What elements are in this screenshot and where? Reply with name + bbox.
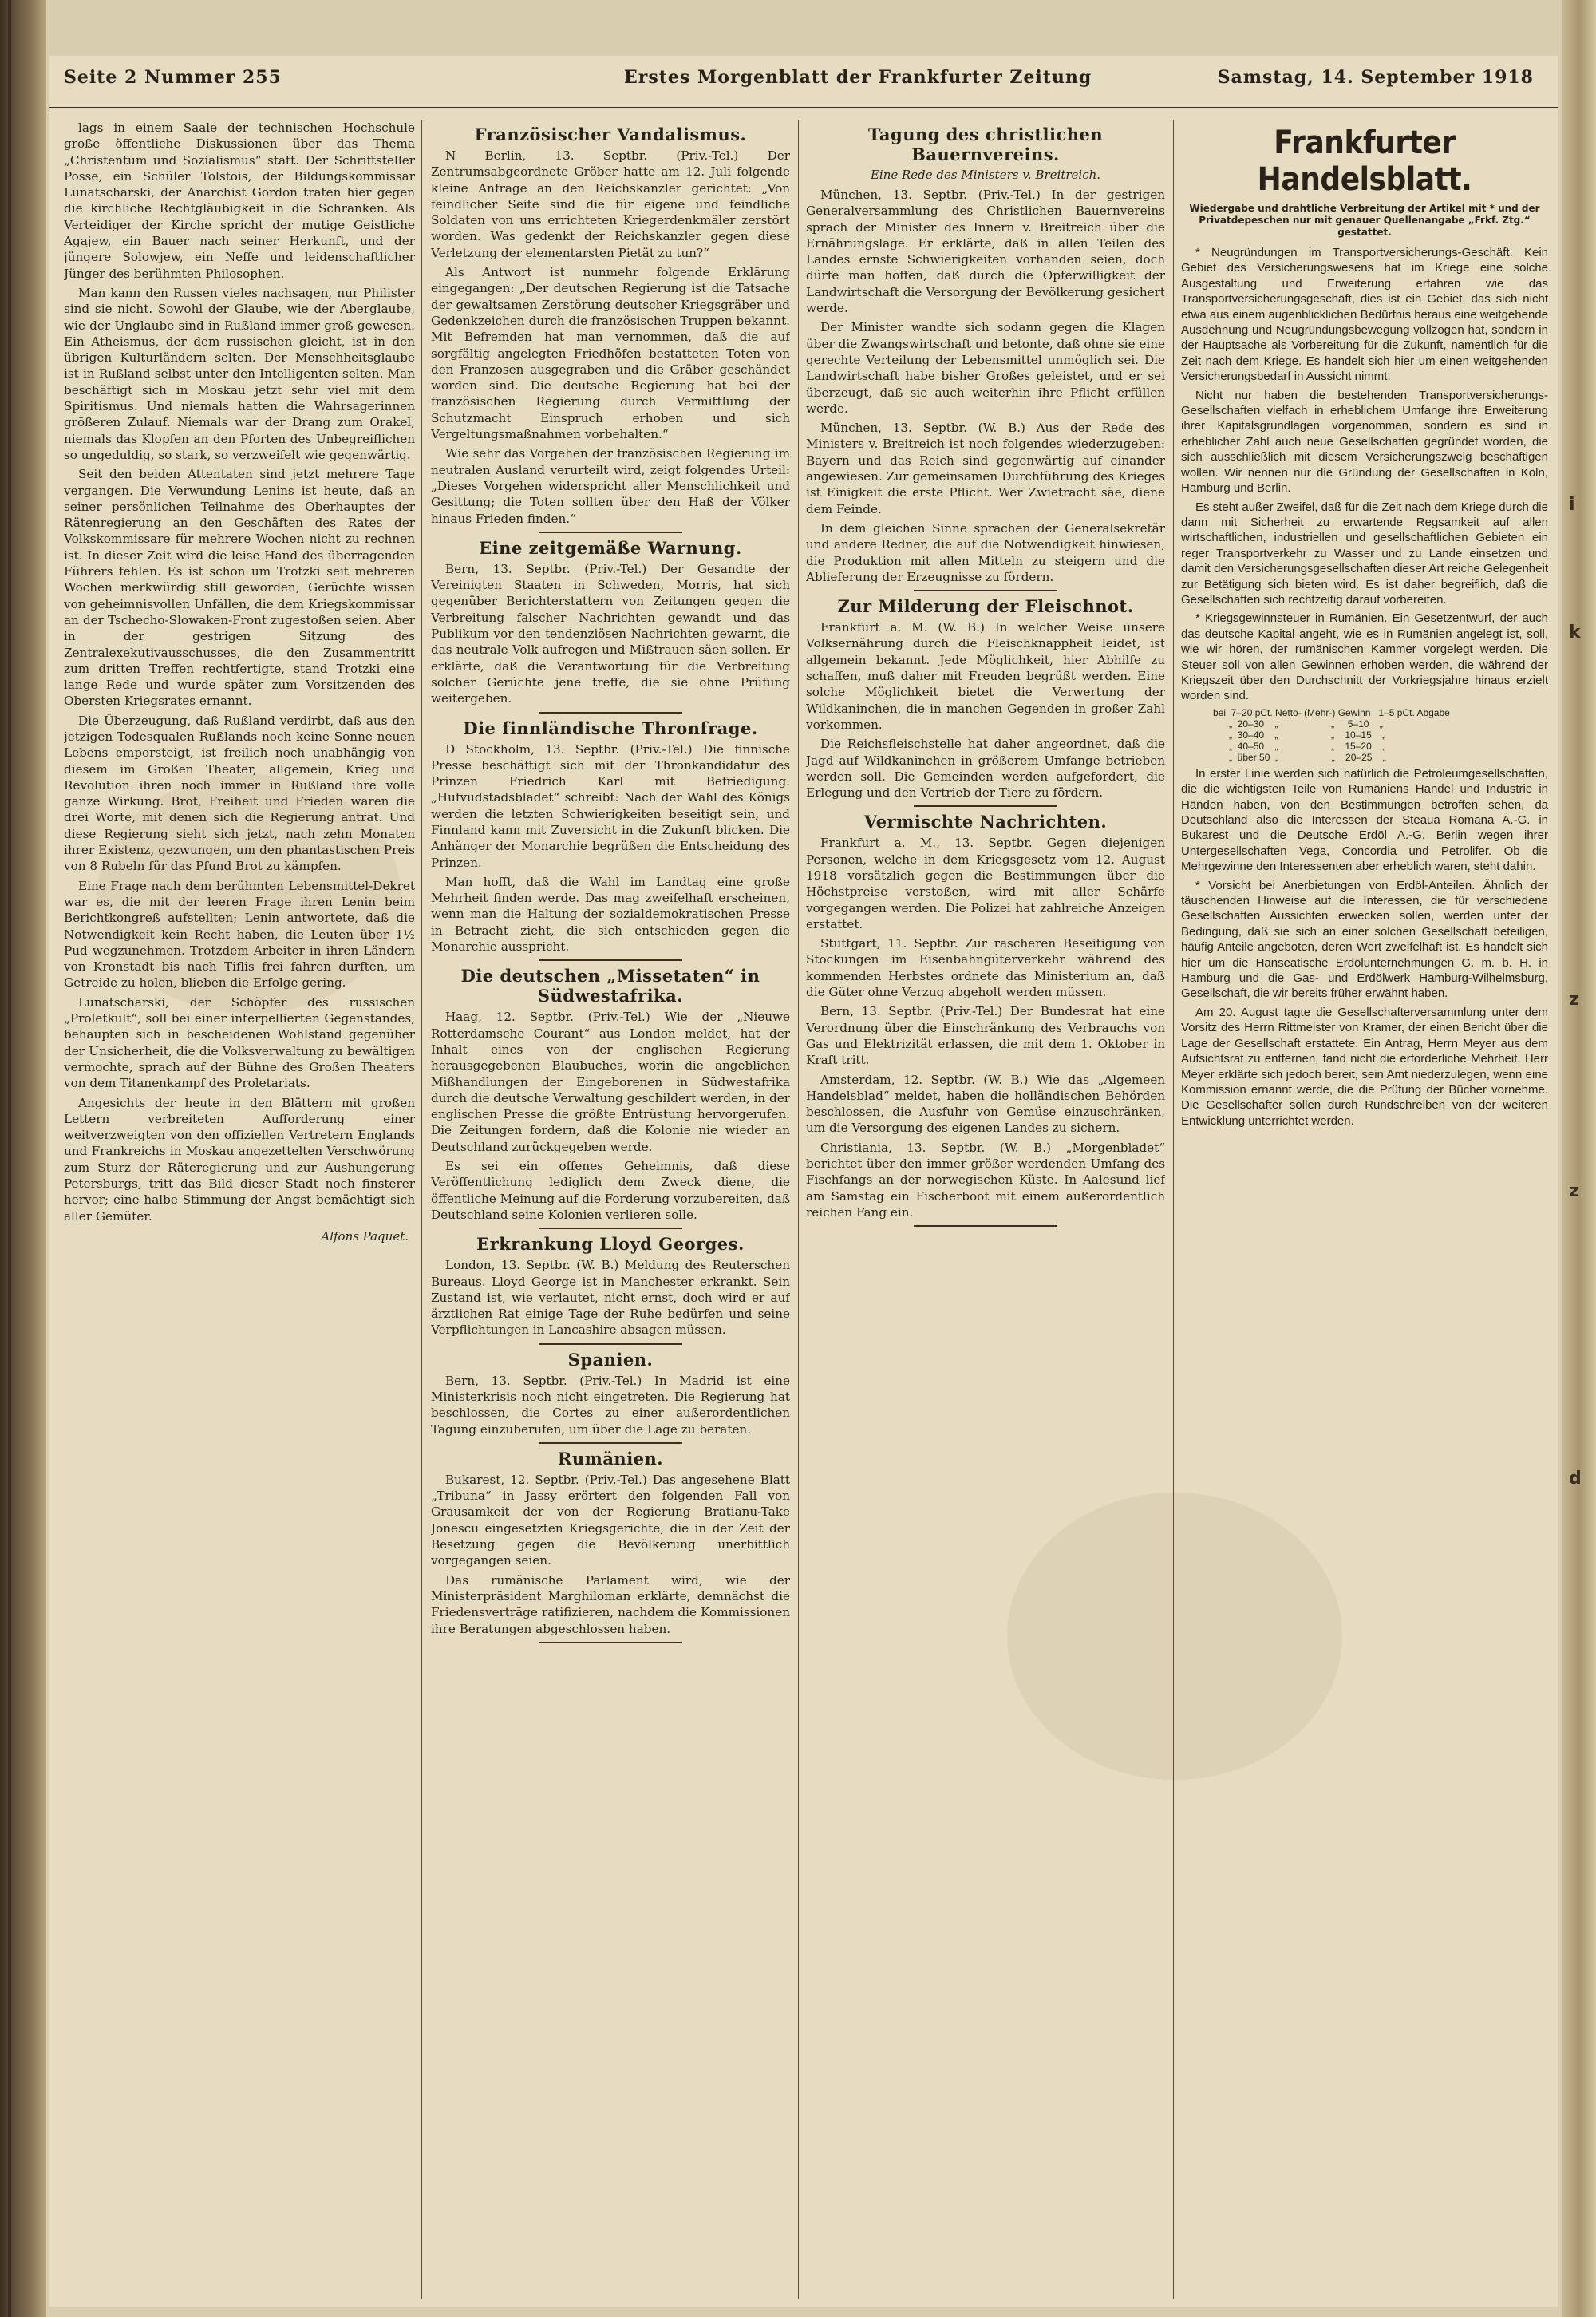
newspaper-title: Erstes Morgenblatt der Frankfurter Zeitung xyxy=(624,67,1092,88)
edge-letter: d xyxy=(1569,1469,1582,1489)
section-divider xyxy=(914,590,1057,591)
section-subhead: Eine Rede des Ministers v. Breitreich. xyxy=(870,168,1101,182)
paragraph: Die Überzeugung, daß Rußland verdirbt, daß aus den jetzigen Todesqualen Rußlands noch keine Sonne neuen Lebens emporsteigt, ist freilich noch unabhängig von diesem im Großen Theater, allgemein, Krieg und Revolution ihren noch immer in Rußland ihre volle ganze Wirkung. Brot, Freiheit und Frieden waren die drei Worte, mit denen sich die Regierung antrat. Und diese Regierung sieht sich jetzt, nach zehn Monaten ihrer Existenz, gezwungen, um den phantastischen Preis von 8 Rubeln für das Pfund Brot zu kämpfen. xyxy=(64,713,415,874)
paragraph: Die Reichsfleischstelle hat daher angeordnet, daß die Jagd auf Wildkaninchen in größerem Umfange betrieben werden soll. Die Gemeinden werden aufgefordert, die Erlegung und den Vertrieb der Tiere zu fördern. xyxy=(806,737,1165,801)
paragraph: Nicht nur haben die bestehenden Transportversicherungs-Gesellschaften vielfach in erheblichem Umfange ihre Erweiterung ihrer Kapitalsgrundlagen vorgenommen, sondern es sind in erheblicher Zahl auch neue Gesellschaften gegründet worden, die sich ausschließlich mit diesem Versicherungszweig beschäftigen wollen. Wir nennen nur die Gründung der Gesellschaften in Köln, Hamburg und Berlin. xyxy=(1181,388,1548,496)
edge-letter: k xyxy=(1569,623,1581,643)
paragraph: Man kann den Russen vieles nachsagen, nur Philister sind sie nicht. Sowohl der Glaube, wie der Aberglaube, wie der Unglaube sind in Rußland immer groß gewesen. Ein Atheismus, der dem russischen gleicht, ist in den übrigen Kulturländern selten. Der Menschheitsglaube ist in Rußland selbst unter den Intelligenten selten. Man beschäftigt sich in Moskau jetzt sehr viel mit dem Spiritismus. Und niemals hatten die Wahrsagerinnen größeren Zulauf. Niemals war der Drang zum Orakel, niemals das Klopfen an den Pforten des Unbegreiflichen so ungeduldig, so stark, so verzweifelt wie gegenwärtig. xyxy=(64,285,415,462)
paragraph: * Neugründungen im Transportversicherungs-Geschäft. Kein Gebiet des Versicherungswesens hat im Kriege eine solche Ausgestaltung und Erweiterung erfahren wie das Transportversicherungsgeschäft, dies ist ein Gebiet, das sich nicht etwa aus einem augenblicklichen Bedürfnis heraus eine weitgehende Ausdehnung und Neugründungsbewegung vollzogen hat, sondern in der Hauptsache als Vorbereitung für die Zukunft, namentlich für die Zeit nach dem Kriege. Es handelt sich hier um einen weitgehenden Versicherungsbedarf in Aussicht nimmt. xyxy=(1181,246,1548,384)
section-divider xyxy=(539,1442,682,1444)
paragraph: London, 13. Septbr. (W. B.) Meldung des Reuterschen Bureaus. Lloyd George ist in Manchester erkrankt. Sein Zustand ist, wie verlautet, nicht ernst, doch wird er auf ärztlichen Rat einige Tage der Ruhe bedürfen und seine Verpflichtungen in Lancashire absagen müssen. xyxy=(431,1258,790,1338)
section-title-handelsblatt: Frankfurter Handelsblatt. xyxy=(1257,125,1472,198)
paragraph: Als Antwort ist nunmehr folgende Erklärung eingegangen: „Der deutschen Regierung ist die Tatsache der gewaltsamen Zerstörung deutscher Kriegsgräber und Gedenkzeichen durch die französischen Truppen bekannt. Mit Befremden hat man vernommen, daß die auf sorgfältig angelegten Friedhöfen bestatteten Toten von den Franzosen ausgegraben und die Gräber geschändet worden sind. Die deutsche Regierung hat bei der französischen Regierung durch Vermittlung der Schutzmacht Einspruch erhoben und sich Vergeltungsmaßnahmen vorbehalten.“ xyxy=(431,265,790,442)
tax-rate-row: „ 40–50 „ „ 15–20 „ xyxy=(1213,740,1386,752)
edge-letter: z xyxy=(1569,1181,1579,1201)
section-headline: Rumänien. xyxy=(557,1448,664,1469)
paragraph: Das rumänische Parlament wird, wie der Ministerpräsident Marghiloman erklärte, demnächst die Friedensverträge ratifizieren, nachdem die Kommissionen ihre Beratungen abgeschlossen haben. xyxy=(431,1572,790,1636)
column-3-news xyxy=(806,120,1165,2299)
paragraph: Es steht außer Zweifel, daß für die Zeit nach dem Kriege durch die dann mit Sicherheit zu erwartende Regsamkeit auf allen wirtschaftlichen, industriellen und gesellschaftlichen Gebieten ein reger Transportverkehr zu Wasser und zu Lande einsetzen und damit den Versicherungsgesellschaften dieser Art reiche Gelegenheit zur Betätigung sich bieten wird. Es ist daher begreiflich, daß die Gesellschaften sich rechtzeitig darauf vorbereiten. xyxy=(1181,500,1548,607)
section-divider xyxy=(914,1225,1057,1227)
paragraph: Stuttgart, 11. Septbr. Zur rascheren Beseitigung von Stockungen im Eisenbahngüterverkehr während des kommenden Herbstes ordnete das Ministerium an, daß die Güter ohne Verzug abgeholt werden müssen. xyxy=(806,936,1165,1000)
paragraph: Man hofft, daß die Wahl im Landtag eine große Mehrheit finden werde. Das mag zweifelhaft erscheinen, wenn man die Haltung der sozialdemokratischen Presse in Betracht zieht, die sich entschieden gegen die Monarchie ausspricht. xyxy=(431,874,790,955)
paragraph: Bern, 13. Septbr. (Priv.-Tel.) Der Bundesrat hat eine Verordnung über die Einschränkung des Verbrauchs von Gas und Elektrizität erlassen, die mit dem 1. Oktober in Kraft tritt. xyxy=(806,1004,1165,1068)
section-headline: Die deutschen „Missetaten“ in Südwestafrika. xyxy=(460,966,760,1006)
section-divider xyxy=(539,1642,682,1643)
binding-stripe xyxy=(8,0,11,2317)
tax-rate-row: bei 7–20 pCt. Netto- (Mehr-) Gewinn 1–5 pCt. Abgabe xyxy=(1213,706,1450,718)
news-section xyxy=(431,125,790,533)
news-section xyxy=(431,1350,790,1444)
section-divider xyxy=(539,959,682,961)
paragraph: München, 13. Septbr. (Priv.-Tel.) In der gestrigen Generalversammlung des Christlichen Bauernvereins sprach der Minister des Innern v. Breitreich über die Ernährungslage. Er erklärte, daß in allen Teilen des Landes ernste Schwierigkeiten vorhanden seien, doch dürfe man hoffen, daß durch die Opferwilligkeit der Landwirtschaft die Versorgung der Bevölkerung gesichert werde. xyxy=(806,188,1165,316)
paragraph: In dem gleichen Sinne sprachen der Generalsekretär und andere Redner, die auf die Notwendigkeit hinwiesen, die Produktion mit allen Mitteln zu steigern und die Ablieferung der Erzeugnisse zu fördern. xyxy=(806,520,1165,584)
section-divider xyxy=(539,712,682,714)
tax-rate-row: „ 30–40 „ „ 10–15 „ xyxy=(1213,729,1386,741)
paragraph: Am 20. August tagte die Gesellschafterversammlung unter dem Vorsitz des Herrn Rittmeister von Kramer, der einen Bericht über die Lage der Gesellschaft erstattete. Ein Antrag, Herrn Meyer aus dem Aufsichtsrat zu entfernen, fand nicht die erforderliche Mehrheit. Herr Meyer erklärte sich jedoch bereit, sein Amt niederzulegen, wenn eine Kommission ernannt werde, die die Prüfung der Bücher vornehme. Die Gesellschafter sollen durch Rundschreiben von der weiteren Entwicklung unterrichtet werden. xyxy=(1181,1005,1548,1128)
section-divider xyxy=(539,1343,682,1345)
section-headline: Die finnländische Thronfrage. xyxy=(463,718,758,738)
column-rule xyxy=(798,120,799,2299)
news-section xyxy=(431,966,790,1229)
author-signature: Alfons Paquet. xyxy=(321,1228,409,1244)
paragraph: Christiania, 13. Septbr. (W. B.) „Morgenbladet“ berichtet über den immer größer werdenden Umfang des Fischfangs an der norwegischen Küste. In Aalesund lief am Samstag ein Fischerboot mit einem außerordentlich reichen Fang ein. xyxy=(806,1140,1165,1220)
paragraph: Lunatscharski, der Schöpfer des russischen „Proletkult“, soll bei einer interpellierten Gegenstandes, behaupten sich in bescheidenen Wohlstand gegenüber der Unsicherheit, die die Volksverwaltung zu bewältigen vermochte, sprach auf der Bühne des Großen Theaters von dem Titanenkampf des Proletariats. xyxy=(64,994,415,1091)
article-body xyxy=(1181,245,1548,1129)
paragraph: Angesichts der heute in den Blättern mit großen Lettern verbreiteten Aufforderung einer weitverzweigten von den offiziellen Vertretern Englands und Frankreichs in Moskau angezettelten Verschwörung zum Sturz der Räteregierung und zur Aushungerung Petersburgs, tritt das Bild dieser Stadt noch finsterer hervor; eine halbe Stimmung der Angst bemächtigt sich aller Gemüter. xyxy=(64,1095,415,1224)
section-headline: Tagung des christlichen Bauernvereins. xyxy=(867,125,1104,164)
section-headline: Eine zeitgemäße Warnung. xyxy=(479,537,742,558)
tax-rate-table xyxy=(1213,707,1548,763)
section-headline: Erkrankung Lloyd Georges. xyxy=(476,1234,745,1255)
paragraph: Wie sehr das Vorgehen der französischen Regierung im neutralen Ausland verurteilt wird, zeigt folgendes Urteil: „Dieses Vorgehen widerspricht aller Menschlichkeit und Gesittung; die Toten sollten über den Haß der Völker hinaus Frieden finden.“ xyxy=(431,446,790,526)
masthead xyxy=(49,56,1558,109)
tax-rate-row: „ 20–30 „ „ 5–10 „ xyxy=(1213,718,1383,729)
section-divider xyxy=(539,532,682,533)
paragraph: Eine Frage nach dem berühmten Lebensmittel-Dekret war es, die mit der leeren Frage ihren Lenin beim Berichtkongreß aufstellten; Lenin antwortete, daß die Notwendigkeit kein Recht haben, die Leuten über 1½ Pud wegzunehmen. Trotzdem Arbeiter in ihren Ländern von Kronstadt bis nach Tiflis frei fahren durften, um Getreide zu holen, blieben die Erfolge gering. xyxy=(64,878,415,990)
paragraph: Haag, 12. Septbr. (Priv.-Tel.) Wie der „Nieuwe Rotterdamsche Courant“ aus London meldet, hat der Inhalt eines von der englischen Regierung herausgegebenen Blaubuches, worin die angeblichen Mißhandlungen der Eingeborenen in Südwestafrika durch die deutsche Verwaltung geschildert werden, in der englischen Presse die größte Entrüstung hervorgerufen. Die Zeitungen fordern, daß die Kolonie nie wieder an Deutschland zurückgegeben werde. xyxy=(431,1010,790,1154)
news-section xyxy=(431,538,790,714)
paragraph: Es sei ein offenes Geheimnis, daß diese Veröffentlichung lediglich dem Zweck diene, die öffentliche Meinung auf die Forderung vorzubereiten, daß Deutschland seine Kolonien verlieren solle. xyxy=(431,1159,790,1222)
paragraph: Der Minister wandte sich sodann gegen die Klagen über die Zwangswirtschaft und betonte, daß ohne sie eine gerechte Verteilung der Lebensmittel unmöglich sei. Die Landwirtschaft habe bisher Großes geleistet, und er sei überzeugt, daß sie auch weiterhin ihre Pflicht erfüllen werde. xyxy=(806,320,1165,416)
paragraph: Bukarest, 12. Septbr. (Priv.-Tel.) Das angesehene Blatt „Tribuna“ in Jassy erörtert den folgenden Fall von Grausamkeit der von der Regierung Bratianu-Take Jonescu eingesetzten Kriegsgerichte, die in der Zeit der Besetzung gegen die Bevölkerung unerbittlich vorgegangen seien. xyxy=(431,1472,790,1568)
edge-letter: z xyxy=(1569,990,1579,1010)
article-body xyxy=(64,120,415,1224)
section-divider xyxy=(539,1228,682,1229)
news-section xyxy=(431,1449,790,1643)
paragraph: Frankfurt a. M., 13. Septbr. Gegen diejenigen Personen, welche in dem Kriegsgesetz vom 12. August 1918 vorsätzlich gegen die Bestimmungen über die Höchstpreise verstoßen, wird mit aller Schärfe vorgegangen werden. Die Polizei hat zahlreiche Anzeigen erstattet. xyxy=(806,836,1165,931)
paragraph: Amsterdam, 12. Septbr. (W. B.) Wie das „Algemeen Handelsblad“ meldet, haben die holländischen Behörden beschlossen, die Ausfuhr von Gemüse einzuschränken, um die Versorgung des eigenen Landes zu sichern. xyxy=(806,1072,1165,1136)
paragraph: München, 13. Septbr. (W. B.) Aus der Rede des Ministers v. Breitreich ist noch folgendes wiederzugeben: Bayern und das Reich sind gegenwärtig auf einander angewiesen. Zur gemeinsamen Durchführung des Krieges ist Einigkeit die erste Pflicht. Wer Zwietracht säe, diene dem Feinde. xyxy=(806,421,1165,516)
tax-rate-row: „ über 50 „ „ 20–25 „ xyxy=(1213,751,1386,763)
section-headline: Vermischte Nachrichten. xyxy=(863,812,1108,832)
news-section xyxy=(806,125,1165,591)
paragraph: Bern, 13. Septbr. (Priv.-Tel.) In Madrid ist eine Ministerkrisis noch nicht eingetreten. Die Regierung hat beschlossen, die Cortes zu einer außerordentlichen Tagung einzuberufen, um über die Lage zu beraten. xyxy=(431,1373,790,1437)
news-section xyxy=(431,1234,790,1344)
edge-letter: i xyxy=(1569,495,1575,515)
paragraph: N Berlin, 13. Septbr. (Priv.-Tel.) Der Zentrumsabgeordnete Gröber hatte am 12. Juli folgende kleine Anfrage an den Reichskanzler gerichtet: „Von feindlicher Seite sind die für eigene und feindliche Soldaten von uns errichteten Kriegerdenkmäler zerstört worden. Was gedenkt der Reichskanzler gegen diese Verletzung der elementarsten Pietät zu tun?“ xyxy=(431,148,790,260)
section-headline: Spanien. xyxy=(567,1349,654,1370)
column-4-handelsblatt xyxy=(1181,120,1548,2299)
paragraph: * Vorsicht bei Anerbietungen von Erdöl-Anteilen. Ähnlich der täuschenden Hinweise auf die Interessen, die für verschiedene Gesellschaften Aussichten erwecken sollen, werden unter der Bedingung, daß sie sich an einer solchen Gesellschaft beteiligen, häufig Anteile angeboten, deren Wert zweifelhaft ist. Es handelt sich hier um die Hanseatische Erdölunternehmungen G. m. b. H. in Hamburg und die Gas- und Erdölwerk Hamburg-Wilhelmsburg, Gesellschaft, die wir bereits früher erwähnt haben. xyxy=(1181,878,1548,1001)
paragraph: Frankfurt a. M. (W. B.) In welcher Weise unsere Volksernährung durch die Fleischknappheit leidet, ist allgemein bekannt. Jede Möglichkeit, hier Abhilfe zu schaffen, muß daher mit Freuden begrüßt werden. Eine solche Möglichkeit bietet die Verwertung der Wildkaninchen, die in manchen Gegenden in großer Zahl vorkommen. xyxy=(806,620,1165,732)
paragraph: Seit den beiden Attentaten sind jetzt mehrere Tage vergangen. Die Verwundung Lenins ist heute, daß an seiner persönlichen Teilnahme des Oberhauptes der Rätenregierung an den Geschäften des Rates der Volkskommissare für mehrere Wochen nicht zu rechnen ist. In dieser Zeit wird die leise Hand des überragenden Führers fehlen. Es ist schon um Trotzki seit mehreren Wochen merkwürdig still geworden; Gerüchte wissen von geheimnisvollen Unfällen, die dem Kriegskommissar an der Tschecho-Slowaken-Front zugestoßen seien. Aber in der gestrigen Sitzung des Zentralexekutivausschusses, die den Zusammentritt zum dritten Treffen rechtfertigte, stand Trotzki eine lange Rede und wurde später zum Vorsitzenden des Obersten Kriegsrates ernannt. xyxy=(64,467,415,709)
paragraph: In erster Linie werden sich natürlich die Petroleumgesellschaften, die die wichtigsten Teile von Rumäniens Handel und Industrie in Händen haben, von den Bestimmungen betroffen sehen, da Deutschland also die Interessen der Steaua Romana A.-G. in Bukarest und die Deutsche Erdöl A.-G. Berlin wegen ihrer Untergesellschaften Vega, Concordia und Petrolifer. Ob die Mehrgewinne den Interessenten aber erheblich waren, steht dahin. xyxy=(1181,766,1548,874)
column-rule xyxy=(1173,120,1174,2299)
paragraph: Bern, 13. Septbr. (Priv.-Tel.) Der Gesandte der Vereinigten Staaten in Schweden, Morris, hat sich gegenüber Berichterstattern von Zeitungen gegen die Verbreitung falscher Nachrichten gewandt und das Publikum vor den tendenziösen Nachrichten gewarnt, die das neutrale Volk aufregen und Mißtrauen säen sollen. Er erklärte, daß die Verantwortung für die Verbreitung solcher Gerüchte jene treffe, die sie ohne Prüfung weitergeben. xyxy=(431,561,790,706)
paragraph: * Kriegsgewinnsteuer in Rumänien. Ein Gesetzentwurf, der auch das deutsche Kapital angeht, wie es in Rumänien angelegt ist, soll, wie wir hören, der rumänischen Kammer vorgelegt werden. Die Steuer soll von allen Gewinnen erhoben werden, die während der Kriegszeit über den Durchschnitt der Vorkriegsjahre hinaus erzielt worden sind. xyxy=(1181,611,1548,703)
news-section xyxy=(806,596,1165,807)
page-edge-strip xyxy=(1562,0,1596,2317)
section-headline: Zur Milderung der Fleischnot. xyxy=(837,596,1134,617)
reprint-notice: Wiedergabe und drahtliche Verbreitung der Artikel mit * und der Privatdepeschen nur mit genauer Quellenangabe „Frkf. Ztg.“ gestattet. xyxy=(1189,203,1540,238)
page-number: Seite 2 Nummer 255 xyxy=(64,67,282,88)
column-1-feuilleton xyxy=(64,120,415,2299)
section-headline: Französischer Vandalismus. xyxy=(474,125,747,144)
column-rule xyxy=(421,120,422,2299)
issue-date: Samstag, 14. September 1918 xyxy=(1217,67,1534,88)
section-divider xyxy=(914,805,1057,807)
book-binding xyxy=(0,0,46,2317)
newspaper-page xyxy=(49,56,1558,2307)
paragraph: D Stockholm, 13. Septbr. (Priv.-Tel.) Die finnische Presse beschäftigt sich mit der Thronkandidatur des Prinzen Friedrich Karl mit Befriedigung. „Hufvudstadsbladet“ schreibt: Nach der Wahl des Königs werden die letzten Schwierigkeiten beseitigt sein, und Finnland kann mit Zuversicht in die Zukunft blicken. Die Anhänger der Monarchie begrüßen die Entscheidung des Prinzen. xyxy=(431,741,790,870)
paragraph: lags in einem Saale der technischen Hochschule große öffentliche Diskussionen über das Thema „Christentum und Sozialismus“ statt. Der Schriftsteller Posse, ein Schüler Tolstois, der Bildungskommissar Lunatscharski, der Anarchist Gordon traten hier gegen die kirchliche Rechtgläubigkeit in die Schranken. Als Verteidiger der Kirche spricht der mutige Geistliche Agajew, ein Bauer nach seiner Herkunft, und der jüngere Solowjew, ein Neffe und leidenschaftlicher Jünger des berühmten Philosophen. xyxy=(64,121,415,281)
column-2-news xyxy=(431,120,790,2299)
news-section xyxy=(431,718,790,962)
news-section xyxy=(806,812,1165,1227)
